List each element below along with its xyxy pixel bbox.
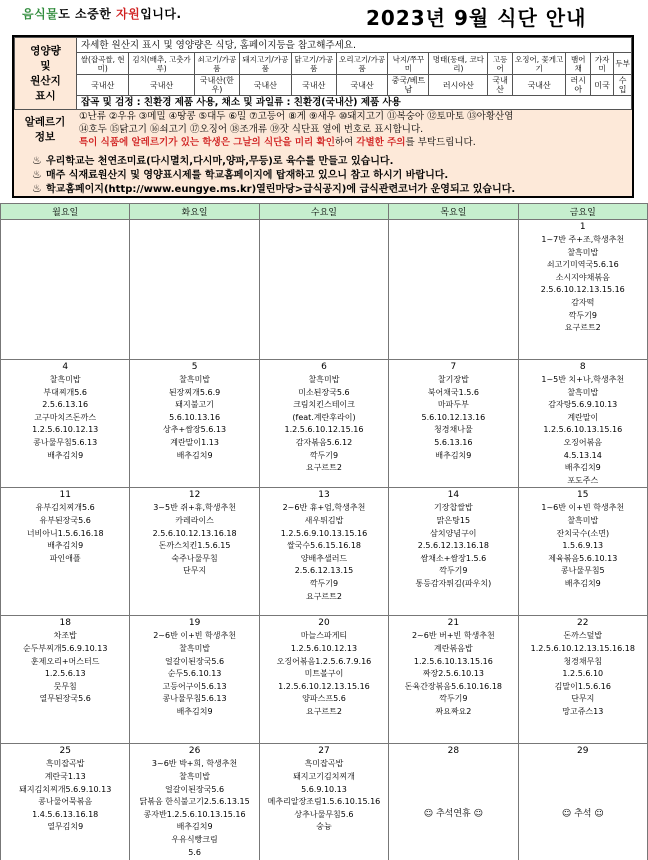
menu-item: 배추김치9 bbox=[47, 450, 84, 460]
menu-item: 깍두기9 bbox=[309, 450, 339, 460]
meal-menu bbox=[3, 758, 127, 834]
origin-item-country: 러시아 bbox=[566, 75, 591, 96]
notice-text: 학교홈페이지(http://www.eungye.ms.kr)열린마당>급식공지)에 급식관련코너가 운영되고 있습니다. bbox=[46, 184, 516, 195]
calendar-day bbox=[518, 488, 647, 616]
calendar-day bbox=[130, 616, 259, 744]
menu-item: 깍두기9 bbox=[309, 578, 339, 588]
menu-item: 찰흑미밥 bbox=[179, 771, 211, 781]
menu-item: 5.6.10.12.13.16 bbox=[421, 412, 486, 422]
menu-item: 2.5.6.12.13.15 bbox=[294, 566, 354, 576]
calendar-day bbox=[389, 488, 518, 616]
menu-item: 콩나물무침5.6.13 bbox=[162, 694, 227, 704]
notice-text: 우리학교는 천연조미료(다시멸치,다시마,양파,무등)로 육수를 만들고 있습니다. bbox=[46, 156, 394, 167]
allergy-info bbox=[79, 110, 629, 149]
menu-item: 고구마치즈돈까스 bbox=[34, 412, 97, 422]
origin-item-name: 돼지고기/가공품 bbox=[240, 53, 292, 75]
notice-item bbox=[32, 168, 632, 182]
menu-item: 돈까스치킨1.5.6.15 bbox=[158, 541, 231, 551]
menu-item: 찰흑미밥 bbox=[567, 247, 599, 257]
menu-item: 열무김치9 bbox=[47, 822, 84, 832]
origin-item-country: 국내산 bbox=[240, 75, 292, 96]
menu-item: 깍두기9 bbox=[568, 310, 597, 320]
calendar-week bbox=[1, 616, 648, 744]
menu-item: 콩자반1.2.5.6.10.13.15.16 bbox=[143, 809, 246, 819]
calendar-week bbox=[1, 220, 648, 360]
menu-item: (feat.계란후라이) bbox=[292, 412, 356, 422]
menu-item: 단무지 bbox=[571, 694, 595, 704]
menu-item: 닭볶음 한식불고기2.5.6.13.15 bbox=[139, 797, 250, 807]
menu-item: 찰흑미밥 bbox=[49, 375, 81, 384]
menu-item: 소시지야채볶음 bbox=[555, 272, 610, 282]
allergy-label-line: 정보 bbox=[34, 131, 56, 143]
calendar-day bbox=[518, 220, 647, 360]
calendar-day bbox=[1, 616, 130, 744]
meal-menu bbox=[521, 630, 645, 718]
menu-item: 1.2.5.6.10.13.15.16 bbox=[543, 425, 623, 435]
day-number: 25 bbox=[59, 746, 71, 757]
day-number: 8 bbox=[579, 362, 586, 372]
calendar-day bbox=[259, 220, 388, 360]
menu-item: 쇠고기미역국5.6.16 bbox=[546, 260, 619, 270]
menu-item: 1~5반 치+나,학생추천 bbox=[541, 375, 625, 384]
menu-item: 1.2.5.6.10 bbox=[562, 669, 604, 679]
menu-item: 1.5.6.9.13 bbox=[562, 541, 604, 551]
origin-item-country: 국내산(한우) bbox=[194, 75, 239, 96]
menu-item: 미소된장국5.6 bbox=[298, 387, 350, 397]
menu-item: 1.4.5.6.13.16.18 bbox=[32, 809, 99, 819]
origin-label-line: 및 bbox=[40, 59, 51, 72]
menu-item: 1.2.5.6.9.10.13.15.16 bbox=[280, 528, 368, 538]
menu-item: 얼갈이된장국5.6 bbox=[165, 656, 225, 666]
menu-item: 찰흑미밥 bbox=[567, 387, 599, 397]
menu-item: 배추김치9 bbox=[176, 450, 213, 460]
menu-item: 통등감자튀김(파우치) bbox=[415, 578, 492, 588]
weekday-header: 월요일 bbox=[1, 204, 130, 220]
origin-item-name: 김치(배추, 고춧가루) bbox=[129, 53, 194, 75]
calendar-day bbox=[259, 616, 388, 744]
allergy-warning bbox=[79, 136, 629, 149]
weekday-header: 수요일 bbox=[259, 204, 388, 220]
slogan-part: 음식물 bbox=[22, 7, 59, 21]
menu-item: 콩나물어묵볶음 bbox=[38, 797, 93, 807]
menu-item: 짜장2.5.6.10.13 bbox=[422, 669, 484, 679]
menu-item: 2~6반 휴+엄,학생추천 bbox=[282, 503, 366, 513]
menu-item: 1.2.5.6.10.12.15.16 bbox=[284, 425, 364, 435]
calendar-day bbox=[389, 220, 518, 360]
origin-item-name: 낙지/쭈꾸미 bbox=[388, 53, 429, 75]
hot-spring-icon: ♨ bbox=[32, 182, 42, 195]
day-number bbox=[3, 220, 127, 234]
menu-item: 1.2.5.6.10.12.13.15.16 bbox=[278, 681, 370, 691]
menu-item: 맑은탕15 bbox=[436, 515, 471, 525]
menu-item: 열무된장국5.6 bbox=[39, 694, 91, 704]
menu-item: 깍두기9 bbox=[439, 566, 468, 576]
day-number: 11 bbox=[59, 490, 71, 501]
meal-menu bbox=[3, 630, 127, 706]
menu-item: 계란말이 bbox=[567, 412, 599, 422]
menu-item: 메추리알장조림1.5.6.10.15.16 bbox=[267, 797, 381, 807]
meal-menu bbox=[521, 374, 645, 487]
allergy-label-line: 알레르기 bbox=[24, 116, 66, 128]
origin-label-line: 표시 bbox=[35, 89, 56, 102]
menu-item: 찰기장밥 bbox=[437, 375, 469, 384]
origin-note-bottom: 잡곡 및 검정 : 친환경 제품 사용, 채소 및 과일류 : 친환경(국내산) 제품 사용 bbox=[77, 96, 632, 110]
menu-item: 찰흑미밥 bbox=[567, 515, 599, 525]
menu-item: 흑미잡곡밥 bbox=[45, 759, 85, 769]
weekday-header: 금요일 bbox=[518, 204, 647, 220]
day-number bbox=[391, 220, 515, 234]
origin-item-name: 명태(동태, 코다리) bbox=[429, 53, 488, 75]
day-number: 29 bbox=[577, 746, 589, 757]
day-number: 5 bbox=[191, 362, 198, 372]
menu-item: 1~7반 주+조,학생추천 bbox=[541, 235, 625, 244]
menu-item: 계란국1.13 bbox=[44, 771, 86, 781]
day-number: 28 bbox=[447, 746, 460, 757]
holiday-label: ☺ 추석 ☺ bbox=[561, 809, 604, 820]
menu-item: 3~5반 쥐+휴,학생추천 bbox=[153, 503, 236, 513]
notice-item bbox=[32, 182, 632, 196]
origin-item-country: 중국/베트남 bbox=[388, 75, 429, 96]
menu-item: 된장찌개5.6.9 bbox=[168, 387, 221, 397]
menu-item: 2.5.6.10.12.13.15.16 bbox=[540, 285, 625, 295]
meal-calendar bbox=[0, 203, 648, 860]
menu-item: 망고쥬스13 bbox=[562, 706, 604, 716]
menu-item: 상추나물무침5.6 bbox=[294, 809, 354, 819]
menu-item: 2.5.6.13.16 bbox=[42, 400, 89, 410]
slogan-part: 도 소중한 bbox=[58, 7, 117, 21]
calendar-day bbox=[1, 488, 130, 616]
calendar-day bbox=[1, 360, 130, 488]
menu-item: 감자떡 bbox=[571, 297, 595, 307]
calendar-day bbox=[518, 616, 647, 744]
menu-item: 돈육간장볶음5.6.10.16.18 bbox=[404, 681, 502, 691]
menu-item: 배추김치9 bbox=[47, 541, 84, 551]
notice-item bbox=[32, 154, 632, 168]
menu-item: 얼갈이된장국5.6 bbox=[165, 784, 225, 794]
origin-item-name: 쌀(잡곡쌀, 현미) bbox=[77, 53, 129, 75]
origin-table bbox=[14, 37, 632, 110]
origin-note-top: 자세한 원산지 표시 및 영양량은 식당, 홈페이지등을 참고해주세요. bbox=[77, 38, 632, 53]
menu-item: 파인애플 bbox=[49, 553, 81, 563]
origin-item-name: 오리고기/가공품 bbox=[336, 53, 388, 75]
menu-item: 김말이1.5.6.16 bbox=[554, 681, 611, 691]
day-number: 12 bbox=[188, 490, 201, 501]
menu-item: 요구르트2 bbox=[305, 591, 342, 601]
day-number bbox=[262, 220, 386, 234]
menu-item: 3~6반 박+희, 학생추천 bbox=[151, 759, 238, 769]
origin-item-name: 쇠고기/가공품 bbox=[194, 53, 239, 75]
notice-list bbox=[32, 154, 632, 196]
origin-label bbox=[15, 38, 77, 110]
menu-item: 북어채국1.5.6 bbox=[427, 387, 479, 397]
menu-item: 우유식빵크림 bbox=[171, 834, 218, 844]
menu-item: 1.2.5.6.10.13.15.16 bbox=[413, 656, 493, 666]
menu-item: 숙주나물무침 bbox=[171, 553, 218, 563]
menu-item: 1.2.5.6.13 bbox=[44, 669, 86, 679]
allergy-warning-part: 하여 bbox=[334, 137, 357, 148]
meal-menu bbox=[132, 758, 256, 859]
menu-item: 오징어볶음 bbox=[563, 437, 603, 447]
calendar-day bbox=[130, 488, 259, 616]
menu-item: 돼지불고기 bbox=[175, 400, 214, 410]
hot-spring-icon: ♨ bbox=[32, 168, 42, 181]
notice-text: 매주 식재료원산지 및 영양표시제를 학교홈페이지에 탑재하고 있으니 참고 하시기 바랍니다. bbox=[46, 170, 449, 181]
calendar-week bbox=[1, 744, 648, 860]
calendar-day bbox=[259, 360, 388, 488]
day-number: 13 bbox=[318, 490, 330, 501]
origin-item-country: 미국 bbox=[590, 75, 613, 96]
menu-item: 청경채무침 bbox=[563, 656, 603, 666]
day-number: 6 bbox=[321, 362, 327, 372]
page-title: 2023년 9월 식단 안내 bbox=[366, 6, 587, 30]
origin-item-country: 국내산 bbox=[291, 75, 336, 96]
calendar-day bbox=[259, 744, 388, 860]
day-number: 18 bbox=[59, 618, 71, 629]
origin-item-name: 오징어, 꽃게고기 bbox=[512, 53, 566, 75]
meal-menu bbox=[132, 502, 256, 578]
menu-item: 고등어구이5.6.13 bbox=[162, 681, 227, 691]
day-number: 7 bbox=[450, 362, 457, 372]
slogan bbox=[22, 5, 182, 22]
menu-item: 쌀국수5.6.15.16.18 bbox=[286, 541, 362, 551]
menu-item: 짜요짜요2 bbox=[435, 706, 472, 716]
calendar-day bbox=[130, 360, 259, 488]
meal-menu bbox=[262, 502, 386, 603]
menu-item: 감자볶음5.6.12 bbox=[295, 437, 353, 447]
menu-item: 순두부찌개5.6.9.10.13 bbox=[22, 643, 108, 653]
menu-item: 단무지 bbox=[182, 566, 207, 576]
origin-item-name: 두부 bbox=[614, 53, 632, 75]
menu-item: 찰흑미밥 bbox=[179, 375, 211, 384]
day-number bbox=[132, 220, 256, 234]
menu-item: 2.5.6.10.12.13.16.18 bbox=[152, 528, 237, 538]
meal-menu bbox=[262, 630, 386, 718]
allergy-warning-part: 각별한 주의 bbox=[356, 137, 406, 148]
info-box bbox=[12, 35, 634, 198]
allergy-warning-part: 특이 식품에 알레르기가 있는 학생은 그날의 식단을 미리 확인 bbox=[79, 137, 335, 148]
origin-item-country: 국내산 bbox=[488, 75, 513, 96]
menu-item: 돼지고기김치찌개 bbox=[293, 771, 355, 781]
menu-item: 돼지김치찌개5.6.9.10.13 bbox=[19, 784, 112, 794]
menu-item: 너비아니1.5.6.16.18 bbox=[26, 528, 104, 538]
header bbox=[0, 0, 648, 34]
menu-item: 청경채나물 bbox=[434, 425, 473, 435]
menu-item: 숭늉 bbox=[316, 822, 332, 832]
allergy-warning-part: 를 부탁드립니다. bbox=[405, 137, 476, 148]
day-number: 22 bbox=[577, 618, 589, 629]
menu-item: 돈까스덮밥 bbox=[563, 631, 603, 641]
meal-menu bbox=[391, 502, 515, 590]
menu-item: 양배추샐러드 bbox=[300, 553, 348, 563]
allergy-line: ⑭호두 ⑮닭고기 ⑯쇠고기 ⑰오징어 ⑱조개류 ⑲잣 식단표 옆에 번호로 표시합니다. bbox=[79, 124, 424, 135]
day-number: 21 bbox=[447, 618, 460, 629]
menu-item: 4.5.13.14 bbox=[563, 450, 602, 460]
menu-item: 5.6.9.10.13 bbox=[301, 784, 347, 794]
menu-item: 계란말이1.13 bbox=[170, 437, 219, 447]
menu-item: 배추김치9 bbox=[176, 706, 213, 716]
menu-item: 부대찌개5.6 bbox=[43, 387, 88, 397]
day-number: 1 bbox=[579, 222, 586, 232]
meal-menu bbox=[391, 374, 515, 462]
weekday-header: 목요일 bbox=[389, 204, 518, 220]
day-number: 20 bbox=[318, 618, 330, 629]
menu-item: 2.5.6.12.13.16.18 bbox=[417, 541, 489, 551]
slogan-part: 입니다. bbox=[140, 7, 182, 21]
menu-item: 깍두기9 bbox=[439, 694, 468, 704]
menu-item: 배추김치9 bbox=[176, 822, 213, 832]
meal-menu bbox=[521, 502, 645, 590]
menu-item: 1.2.5.6.10.12.13 bbox=[290, 643, 358, 653]
day-number: 19 bbox=[188, 618, 201, 629]
calendar-day bbox=[1, 744, 130, 860]
menu-item: 1~6반 이+빈 학생추천 bbox=[541, 503, 625, 513]
origin-item-country: 국내산 bbox=[77, 75, 129, 96]
slogan-part: 자원 bbox=[116, 7, 141, 21]
calendar-day bbox=[518, 744, 647, 860]
origin-item-name: 닭고기/가공품 bbox=[291, 53, 336, 75]
calendar-day bbox=[389, 744, 518, 860]
menu-item: 카레라이스 bbox=[175, 515, 214, 525]
meal-menu bbox=[132, 374, 256, 462]
menu-item: 순두5.6.10.13 bbox=[167, 669, 222, 679]
menu-item: 크림치킨스테이크 bbox=[293, 400, 355, 410]
menu-item: 흑미잡곡밥 bbox=[304, 759, 344, 769]
calendar-day bbox=[130, 744, 259, 860]
origin-item-country: 수입 bbox=[614, 75, 632, 96]
meal-menu bbox=[3, 502, 127, 565]
origin-item-country: 국내산 bbox=[512, 75, 566, 96]
origin-item-country: 국내산 bbox=[336, 75, 388, 96]
menu-item: 기장찹쌀밥 bbox=[434, 503, 473, 513]
origin-item-name: 고등어 bbox=[488, 53, 513, 75]
menu-item: 상추+쌈장5.6.13 bbox=[163, 425, 227, 435]
hot-spring-icon: ♨ bbox=[32, 154, 42, 167]
menu-item: 콩나물무침5 bbox=[560, 566, 605, 576]
menu-item: 쌈채소+쌈장1.5.6 bbox=[420, 553, 487, 563]
origin-label-line: 원산지 bbox=[30, 74, 61, 87]
menu-item: 유부된장국5.6 bbox=[39, 515, 91, 525]
menu-item: 배추김치9 bbox=[435, 450, 472, 460]
menu-item: 1.2.5.6.10.12.13.15.16.18 bbox=[530, 643, 635, 653]
menu-item: 배추김치9 bbox=[564, 578, 601, 588]
menu-item: 삼치양념구이 bbox=[430, 528, 477, 538]
calendar-week bbox=[1, 488, 648, 616]
day-number: 26 bbox=[188, 746, 201, 757]
holiday-label: ☺ 추석연휴 ☺ bbox=[423, 809, 483, 820]
menu-item: 포도주스 bbox=[567, 475, 599, 485]
calendar-day bbox=[259, 488, 388, 616]
meal-menu bbox=[132, 630, 256, 718]
menu-item: 2~6반 버+빈 학생추천 bbox=[411, 631, 495, 641]
menu-item: 5.6.10.13.16 bbox=[169, 412, 221, 422]
menu-item: 계란볶음밥 bbox=[434, 643, 473, 653]
origin-item-name: 뱀어채 bbox=[566, 53, 591, 75]
menu-item: 요구르트2 bbox=[305, 706, 342, 716]
menu-item: 마파두부 bbox=[437, 400, 469, 410]
menu-item: 양파스프5.6 bbox=[302, 694, 346, 704]
menu-item: 5.6.13.16 bbox=[434, 437, 473, 447]
menu-item: 5.6 bbox=[188, 847, 201, 857]
origin-item-country: 국내산 bbox=[129, 75, 194, 96]
menu-item: 요구르트2 bbox=[305, 463, 342, 473]
menu-item: 찰흑미밥 bbox=[308, 375, 340, 384]
allergy-line: ①난류 ②우유 ③메밀 ④땅콩 ⑤대두 ⑥밀 ⑦고등어 ⑧게 ⑨새우 ⑩돼지고기 ⑪복숭아 ⑫토마토 ⑬아황산염 bbox=[79, 111, 514, 122]
menu-item: 새우튀김밥 bbox=[304, 515, 344, 525]
menu-item: 감자탕5.6.9.10.13 bbox=[548, 400, 618, 410]
allergy-label bbox=[14, 110, 76, 152]
menu-item: 1.2.5.6.10.12.13 bbox=[32, 425, 99, 435]
meal-menu bbox=[262, 758, 386, 834]
meal-menu bbox=[391, 630, 515, 718]
menu-item: 오징어볶음1.2.5.6.7.9.16 bbox=[276, 656, 372, 666]
meal-menu bbox=[262, 374, 386, 475]
menu-item: 콩나물무침5.6.13 bbox=[33, 437, 98, 447]
day-number: 15 bbox=[577, 490, 589, 501]
meal-menu bbox=[521, 234, 645, 335]
calendar-day bbox=[518, 360, 647, 488]
origin-label-line: 영양량 bbox=[30, 44, 61, 57]
menu-item: 유부김치찌개5.6 bbox=[35, 503, 95, 513]
menu-item: 훈제오리+머스터드 bbox=[30, 656, 100, 666]
origin-item-name: 가자미 bbox=[590, 53, 613, 75]
meal-menu bbox=[3, 374, 127, 462]
menu-item: 요구르트2 bbox=[564, 323, 601, 333]
calendar-day bbox=[389, 616, 518, 744]
calendar-day bbox=[389, 360, 518, 488]
day-number: 27 bbox=[318, 746, 330, 757]
menu-item: 제육볶음5.6.10.13 bbox=[548, 553, 618, 563]
menu-item: 뭇무침 bbox=[53, 681, 77, 691]
menu-item: 2~6반 이+빈 학생추천 bbox=[153, 631, 236, 641]
calendar-week bbox=[1, 360, 648, 488]
menu-item: 마늘스파게티 bbox=[300, 631, 348, 641]
day-number: 14 bbox=[447, 490, 460, 501]
calendar-day bbox=[130, 220, 259, 360]
menu-item: 잔치국수(소면) bbox=[556, 528, 610, 538]
menu-item: 배추김치9 bbox=[564, 463, 601, 473]
menu-item: 차조밥 bbox=[53, 631, 77, 641]
origin-item-country: 러시아산 bbox=[429, 75, 488, 96]
menu-item: 미트볼구이 bbox=[304, 669, 344, 679]
menu-item: 찰흑미밥 bbox=[179, 643, 211, 653]
weekday-header: 화요일 bbox=[130, 204, 259, 220]
calendar-day bbox=[1, 220, 130, 360]
day-number: 4 bbox=[62, 362, 69, 372]
